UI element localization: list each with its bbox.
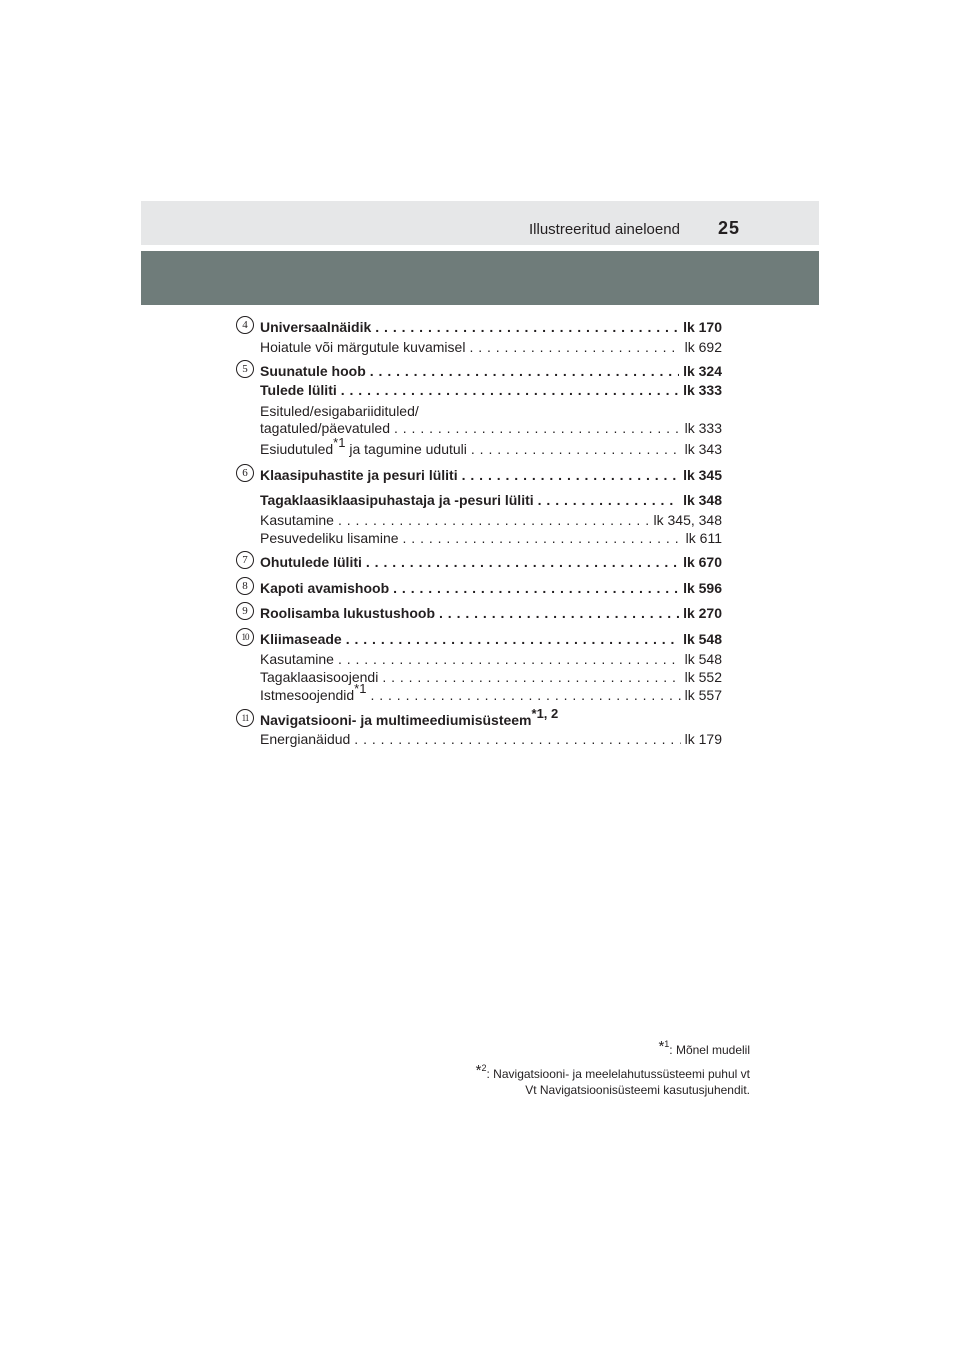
entry-title: Kapoti avamishoob [260, 580, 390, 596]
entry-page: lk 552 [684, 669, 722, 685]
header-band [141, 251, 819, 305]
item-marker: 9 [236, 602, 254, 620]
footnote-2-continued: Vt Navigatsioonisüsteemi kasutusjuhendit. [525, 1083, 750, 1097]
entry-page: lk 333 [683, 382, 722, 398]
footnote-ref: *1, 2 [531, 706, 559, 722]
entry-page: lk 548 [683, 631, 722, 647]
toc-subentry[interactable] [260, 681, 722, 704]
toc-subentry[interactable] [260, 338, 722, 356]
item-marker: 6 [236, 464, 254, 482]
entry-title: Energianäidud [260, 731, 351, 747]
entry-title: Tagaklaasisoojendi [260, 669, 379, 685]
footnote-2: *$^2$: Navigatsiooni- ja meelelahutussüsteemi puhul vt [475, 1062, 750, 1081]
entry-title: Kasutamine [260, 651, 334, 667]
item-marker: 7 [236, 551, 254, 569]
entry-title: Istmesoojendid$^{*1}$ [260, 681, 367, 703]
toc-subentry[interactable] [260, 419, 722, 437]
entry-title: Suunatule hoob [260, 363, 366, 379]
entry-title: Hoiatule või märgutule kuvamisel [260, 339, 466, 355]
item-marker: 8 [236, 577, 254, 595]
footnote-ref: *1 [354, 681, 367, 697]
entry-page: lk 557 [684, 687, 722, 703]
item-marker: 4 [236, 316, 254, 334]
entry-title: Tulede lüliti [260, 382, 337, 398]
toc-entry[interactable] [260, 381, 722, 399]
footnote-1: *$^1$: Mõnel mudelil [658, 1038, 750, 1057]
entry-page: lk 343 [684, 441, 722, 457]
toc-entry[interactable] [260, 491, 722, 509]
entry-page: lk 670 [683, 554, 722, 570]
entry-page: lk 611 [685, 530, 722, 546]
entry-page: lk 596 [683, 580, 722, 596]
entry-page: lk 348 [683, 492, 722, 508]
entry-page: lk 345, 348 [653, 512, 722, 528]
section-title: Illustreeritud aineloend [529, 221, 680, 238]
toc-subentry[interactable] [260, 668, 722, 686]
entry-title: Kliimaseade [260, 631, 342, 647]
toc-subentry[interactable] [260, 529, 722, 547]
entry-page: lk 548 [684, 651, 722, 667]
entry-page: lk 170 [683, 319, 722, 335]
toc-subentry[interactable] [260, 730, 722, 748]
entry-title: Universaalnäidik [260, 319, 372, 335]
toc-subentry-label: Esituled/esigabariidituled/ [260, 403, 419, 419]
entry-title: Navigatsiooni- ja multimeediumisüsteem [260, 712, 532, 728]
toc-subentry[interactable] [260, 435, 722, 458]
entry-title: tagatuled/päevatuled [260, 420, 390, 436]
entry-page: lk 333 [684, 420, 722, 436]
toc-entry[interactable] [260, 318, 722, 336]
toc-entry[interactable] [260, 579, 722, 597]
toc-subentry[interactable] [260, 511, 722, 529]
page-number: 25 [718, 218, 741, 238]
toc-entry[interactable] [260, 466, 722, 484]
entry-title: Pesuvedeliku lisamine [260, 530, 399, 546]
toc-entry[interactable] [260, 706, 559, 729]
entry-page: lk 692 [684, 339, 722, 355]
toc-entry[interactable] [260, 553, 722, 571]
entry-title: Tagaklaasiklaasipuhastaja ja -pesuri lüliti [260, 492, 534, 508]
item-marker: 5 [236, 360, 254, 378]
entry-title: Roolisamba lukustushoob [260, 605, 436, 621]
toc-entry[interactable] [260, 362, 722, 380]
entry-page: lk 324 [683, 363, 722, 379]
item-marker: 11 [236, 709, 254, 727]
entry-title: Ohutulede lüliti [260, 554, 362, 570]
toc-entry[interactable] [260, 630, 722, 648]
entry-title: Esiudutuled$^{*1}$ ja tagumine udutuli [260, 435, 467, 457]
footnote-ref: *1 [333, 435, 346, 451]
entry-page: lk 179 [684, 731, 722, 747]
entry-page: lk 270 [683, 605, 722, 621]
entry-title: Klaasipuhastite ja pesuri lüliti [260, 467, 458, 483]
toc-entry[interactable] [260, 604, 722, 622]
toc-subentry[interactable] [260, 650, 722, 668]
entry-page: lk 345 [683, 467, 722, 483]
item-marker: 10 [236, 628, 254, 646]
entry-title: Kasutamine [260, 512, 334, 528]
